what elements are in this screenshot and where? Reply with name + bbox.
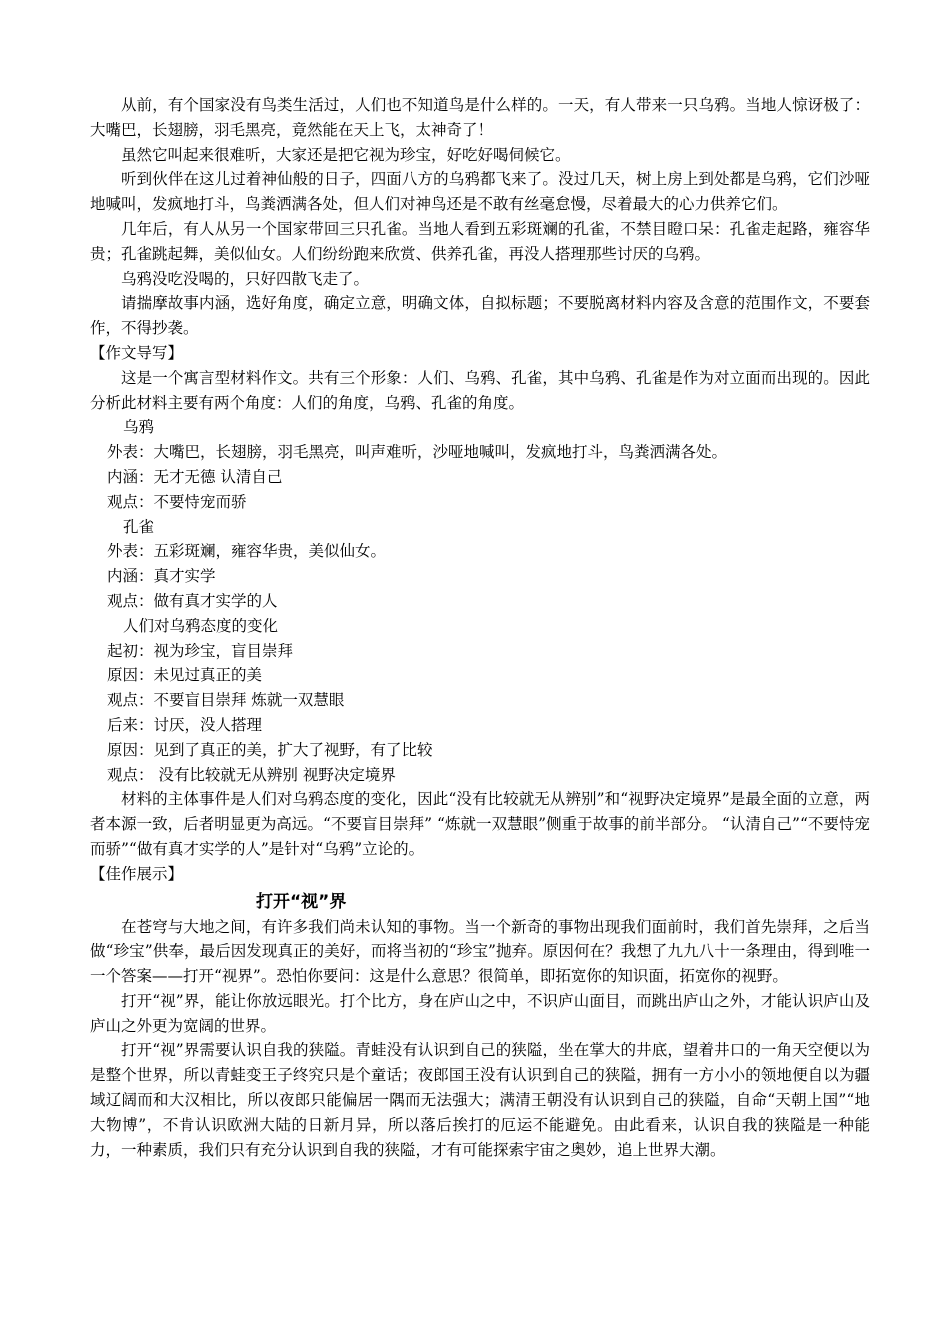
peacock-line: 观点：做有真才实学的人 bbox=[107, 591, 278, 610]
story-paragraph: 虽然它叫起来很难听，大家还是把它视为珍宝，好吃好喝伺候它。 bbox=[121, 145, 571, 164]
essay-heading: 【佳作展示】 bbox=[90, 864, 184, 883]
essay-paragraph: 在苍穹与大地之间，有许多我们尚未认知的事物。当一个新奇的事物出现我们面前时，我们首先崇拜，之后当做“珍宝”供奉，最后因发现真正的美好，而将当初的“珍宝”抛弃。原因何在？我想了九九八十一条理由，得到唯一一个答案——打开“视界”。恐怕你要问：这是什么意思？很简单，即拓宽你的知识面，拓宽你的视野。 bbox=[90, 917, 870, 986]
guide-intro: 这是一个寓言型材料作文。共有三个形象：人们、乌鸦、孔雀，其中乌鸦、孔雀是作为对立面而出现的。因此分析此材料主要有两个角度：人们的角度，乌鸦、孔雀的角度。 bbox=[90, 368, 870, 412]
document-page bbox=[90, 93, 870, 1162]
people-line: 原因：未见过真正的美 bbox=[107, 666, 263, 685]
people-line: 原因：见到了真正的美，扩大了视野，有了比较 bbox=[107, 740, 433, 759]
guide-heading: 【作文导写】 bbox=[90, 343, 184, 362]
story-paragraph: 乌鸦没吃没喝的，只好四散飞走了。 bbox=[121, 269, 370, 288]
writing-prompt: 请揣摩故事内涵，选好角度，确定立意，明确文体，自拟标题；不要脱离材料内容及含意的范围作文，不要套作，不得抄袭。 bbox=[90, 294, 870, 338]
story-paragraph: 几年后，有人从另一个国家带回三只孔雀。当地人看到五彩斑斓的孔雀，不禁目瞪口呆：孔雀走起路，雍容华贵；孔雀跳起舞，美似仙女。人们纷纷跑来欣赏、供养孔雀，再没人搭理那些讨厌的乌鸦。 bbox=[90, 219, 870, 263]
peacock-line: 内涵：真才实学 bbox=[107, 567, 216, 586]
peacock-title: 孔雀 bbox=[123, 517, 155, 536]
guide-conclusion: 材料的主体事件是人们对乌鸦态度的变化，因此“没有比较就无从辨别”和“视野决定境界”是最全面的立意，两者本源一致，后者明显更为高远。“不要盲目崇拜” “炼就一双慧眼”侧重于故事的前半部分。 “认清自己”“不要恃宠而骄”“做有真才实学的人”是针对“乌鸦”立论的。 bbox=[90, 790, 870, 858]
crow-line: 观点：不要恃宠而骄 bbox=[107, 492, 247, 511]
crow-line: 内涵：无才无德 认清自己 bbox=[107, 467, 283, 486]
people-line: 后来：讨厌，没人搭理 bbox=[107, 715, 263, 734]
people-title: 人们对乌鸦态度的变化 bbox=[123, 616, 279, 635]
people-line: 观点： 没有比较就无从辨别 视野决定境界 bbox=[107, 765, 396, 784]
people-line: 观点：不要盲目崇拜 炼就一双慧眼 bbox=[107, 691, 345, 710]
crow-title: 乌鸦 bbox=[123, 418, 155, 437]
essay-paragraph: 打开“视”界需要认识自我的狭隘。青蛙没有认识到自己的狭隘，坐在掌大的井底，望着井口的一角天空便以为是整个世界，所以青蛙变王子终究只是个童话；夜郎国王没有认识到自己的狭隘，拥有一方小小的领地便自以为疆域辽阔而和大汉相比，所以夜郎只能偏居一隅而无法强大；满清王朝没有认识到自己的狭隘，自命“天朝上国”“地大物博”，不肯认识欧洲大陆的日新月异，所以落后挨打的厄运不能避免。由此看来，认识自我的狭隘是一种能力，一种素质，我们只有充分认识到自我的狭隘，才有可能探索宇宙之奥妙，追上世界大潮。 bbox=[90, 1041, 870, 1159]
essay-title: 打开“视”界 bbox=[256, 891, 347, 912]
essay-paragraph: 打开“视”界，能让你放远眼光。打个比方，身在庐山之中，不识庐山面目，而跳出庐山之外，才能认识庐山及庐山之外更为宽阔的世界。 bbox=[90, 991, 870, 1035]
peacock-line: 外表：五彩斑斓，雍容华贵，美似仙女。 bbox=[107, 542, 387, 561]
story-paragraph: 听到伙伴在这儿过着神仙般的日子，四面八方的乌鸦都飞来了。没过几天，树上房上到处都是乌鸦，它们沙哑地喊叫，发疯地打斗，鸟粪洒满各处，但人们对神鸟还是不敢有丝毫怠慢，尽着最大的心力供养它们。 bbox=[90, 170, 870, 214]
crow-line: 外表：大嘴巴，长翅膀，羽毛黑亮，叫声难听，沙哑地喊叫，发疯地打斗，鸟粪洒满各处。 bbox=[107, 443, 728, 462]
story-paragraph: 从前，有个国家没有鸟类生活过，人们也不知道鸟是什么样的。一天，有人带来一只乌鸦。当地人惊讶极了：大嘴巴，长翅膀，羽毛黑亮，竟然能在天上飞，太神奇了！ bbox=[90, 96, 870, 139]
people-line: 起初：视为珍宝，盲目崇拜 bbox=[107, 641, 294, 660]
